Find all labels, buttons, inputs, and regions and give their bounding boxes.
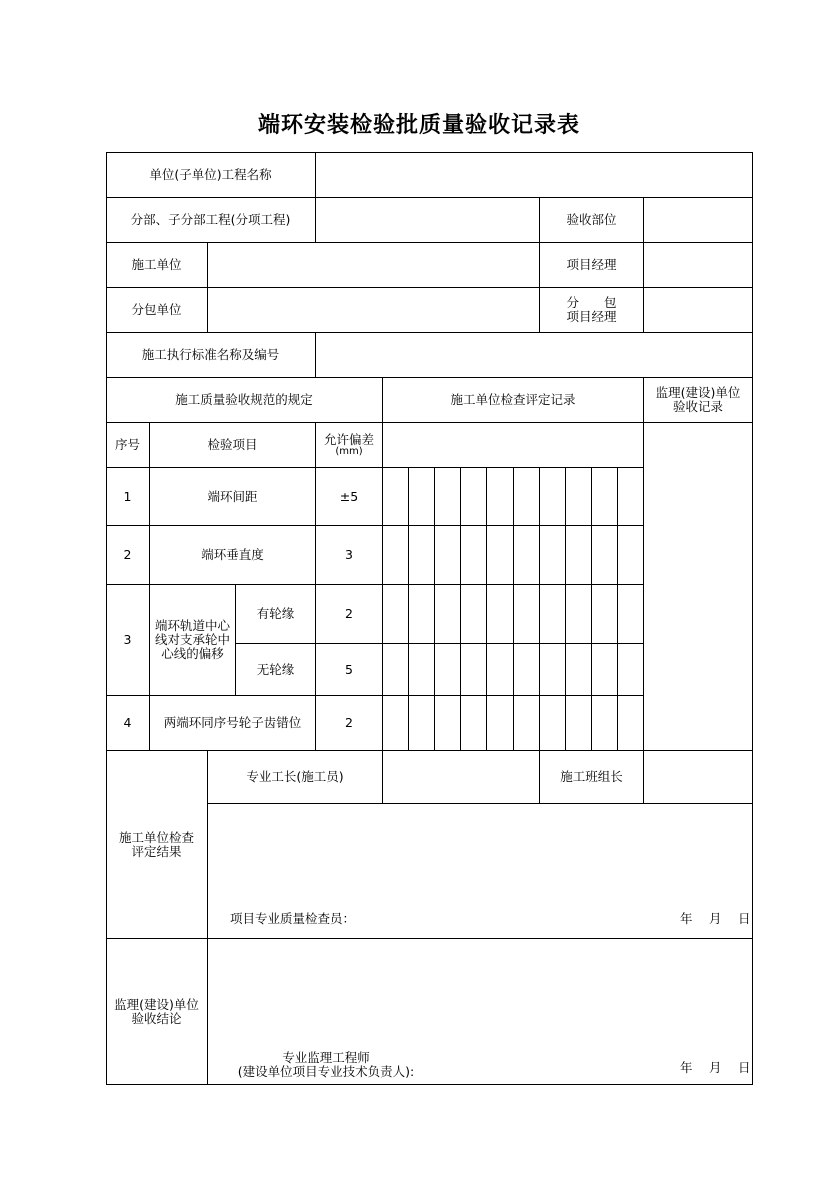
inspector-label: 项目专业质量检查员：	[230, 911, 356, 926]
measurement-cell[interactable]	[487, 585, 514, 644]
supervision-engineer-line1: 专业监理工程师	[282, 1050, 370, 1065]
measurement-cell[interactable]	[487, 526, 514, 585]
measurement-cell[interactable]	[487, 696, 514, 751]
measurement-cell[interactable]	[409, 585, 435, 644]
measurement-cell[interactable]	[409, 468, 435, 526]
measurement-cell[interactable]	[618, 696, 644, 751]
form-title: 端环安装检验批质量验收记录表	[257, 113, 580, 138]
check-record-blank[interactable]	[383, 423, 644, 468]
item-2-measurements	[383, 526, 644, 585]
team-leader-field[interactable]	[644, 751, 753, 804]
standard-label: 施工执行标准名称及编号	[106, 333, 316, 378]
measurement-cell[interactable]	[461, 644, 487, 696]
measurement-cell[interactable]	[409, 526, 435, 585]
measurement-cell[interactable]	[540, 585, 566, 644]
col-item-header: 检验项目	[150, 423, 316, 468]
measurement-cell[interactable]	[540, 468, 566, 526]
measurement-cell[interactable]	[566, 468, 592, 526]
supervision-header-line1: 监理(建设)单位	[655, 385, 741, 401]
measurement-cell[interactable]	[592, 644, 618, 696]
measurement-cell[interactable]	[383, 468, 409, 526]
measurement-cell[interactable]	[618, 468, 644, 526]
item-1-tolerance: ±5	[316, 468, 383, 526]
measurement-cell[interactable]	[461, 585, 487, 644]
item-3-name: 端环轨道中心线对支承轮中心线的偏移	[150, 585, 236, 696]
measurement-cell[interactable]	[618, 585, 644, 644]
measurement-cell[interactable]	[487, 644, 514, 696]
supervision-conclusion-label-line2: 验收结论	[131, 1010, 182, 1026]
standard-field[interactable]	[316, 333, 753, 378]
measurement-cell[interactable]	[409, 696, 435, 751]
supervision-conclusion-label	[106, 939, 208, 1085]
team-leader-label: 施工班组长	[540, 751, 644, 804]
item-3a-name: 有轮缘	[236, 585, 316, 644]
foreman-field[interactable]	[383, 751, 540, 804]
construction-unit-field[interactable]	[208, 243, 540, 288]
acceptance-part-label: 验收部位	[540, 198, 644, 243]
subcontract-unit-label: 分包单位	[106, 288, 208, 333]
acceptance-form	[106, 152, 753, 1085]
supervision-header-line2: 验收记录	[672, 399, 723, 414]
foreman-label: 专业工长(施工员)	[208, 751, 383, 804]
col-tolerance-line1: 允许偏差	[323, 431, 374, 447]
supervision-date-label: 年 月 日	[680, 1060, 753, 1075]
item-4-seq: 4	[106, 696, 150, 751]
construction-result-label-line1: 施工单位检查	[118, 829, 194, 845]
col-tolerance-header	[316, 423, 383, 468]
acceptance-part-field[interactable]	[644, 198, 753, 243]
item-1-seq: 1	[106, 468, 150, 526]
measurement-cell[interactable]	[435, 644, 461, 696]
measurement-cell[interactable]	[566, 585, 592, 644]
supervision-engineer-label	[226, 1051, 426, 1080]
construction-result-label	[106, 751, 208, 939]
item-1-name: 端环间距	[150, 468, 316, 526]
item-2-tolerance: 3	[316, 526, 383, 585]
item-1-measurements	[383, 468, 644, 526]
project-manager-label: 项目经理	[540, 243, 644, 288]
measurement-cell[interactable]	[409, 644, 435, 696]
measurement-cell[interactable]	[618, 644, 644, 696]
subcontract-manager-label-line1: 分 包	[566, 295, 617, 311]
supervision-engineer-line2: (建设单位项目专业技术负责人):	[237, 1064, 415, 1080]
measurement-cell[interactable]	[435, 526, 461, 585]
measurement-cell[interactable]	[592, 696, 618, 751]
measurement-cell[interactable]	[592, 468, 618, 526]
item-4-name: 两端环同序号轮子齿错位	[150, 696, 316, 751]
item-3b-name: 无轮缘	[236, 644, 316, 696]
item-3-seq: 3	[106, 585, 150, 696]
measurement-cell[interactable]	[435, 696, 461, 751]
construction-result-label-line2: 评定结果	[131, 843, 182, 859]
measurement-cell[interactable]	[383, 585, 409, 644]
measurement-cell[interactable]	[514, 644, 540, 696]
measurement-cell[interactable]	[461, 696, 487, 751]
subcontract-manager-label-line2: 项目经理	[566, 309, 617, 324]
spec-header: 施工质量验收规范的规定	[106, 378, 383, 423]
supervision-record-field[interactable]	[644, 423, 753, 751]
item-3b-tolerance: 5	[316, 644, 383, 696]
supervision-header	[644, 378, 753, 423]
col-tolerance-line2: (mm)	[335, 446, 363, 458]
measurement-cell[interactable]	[383, 696, 409, 751]
measurement-cell[interactable]	[540, 644, 566, 696]
measurement-cell[interactable]	[566, 644, 592, 696]
measurement-cell[interactable]	[514, 585, 540, 644]
item-3a-measurements	[383, 585, 644, 644]
measurement-cell[interactable]	[566, 526, 592, 585]
sub-project-label: 分部、子分部工程(分项工程)	[106, 198, 316, 243]
subcontract-unit-field[interactable]	[208, 288, 540, 333]
measurement-cell[interactable]	[540, 526, 566, 585]
measurement-cell[interactable]	[383, 644, 409, 696]
construction-unit-label: 施工单位	[106, 243, 208, 288]
measurement-cell[interactable]	[566, 696, 592, 751]
measurement-cell[interactable]	[592, 526, 618, 585]
measurement-cell[interactable]	[383, 526, 409, 585]
construction-date-label: 年 月 日	[680, 911, 753, 926]
measurement-cell[interactable]	[618, 526, 644, 585]
item-3a-tolerance: 2	[316, 585, 383, 644]
measurement-cell[interactable]	[461, 468, 487, 526]
project-manager-field[interactable]	[644, 243, 753, 288]
measurement-cell[interactable]	[514, 526, 540, 585]
item-3b-measurements	[383, 644, 644, 696]
subcontract-manager-field[interactable]	[644, 288, 753, 333]
measurement-cell[interactable]	[435, 468, 461, 526]
measurement-cell[interactable]	[514, 696, 540, 751]
unit-project-label: 单位(子单位)工程名称	[106, 152, 316, 198]
item-2-name: 端环垂直度	[150, 526, 316, 585]
check-record-header: 施工单位检查评定记录	[383, 378, 644, 423]
measurement-cell[interactable]	[592, 585, 618, 644]
item-2-seq: 2	[106, 526, 150, 585]
measurement-cell[interactable]	[435, 585, 461, 644]
measurement-cell[interactable]	[487, 468, 514, 526]
item-4-tolerance: 2	[316, 696, 383, 751]
supervision-conclusion-label-line1: 监理(建设)单位	[114, 996, 199, 1012]
sub-project-field[interactable]	[316, 198, 540, 243]
measurement-cell[interactable]	[540, 696, 566, 751]
measurement-cell[interactable]	[461, 526, 487, 585]
item-4-measurements	[383, 696, 644, 751]
subcontract-manager-label	[540, 288, 644, 333]
measurement-cell[interactable]	[514, 468, 540, 526]
unit-project-field[interactable]	[316, 152, 753, 198]
col-seq-header: 序号	[106, 423, 150, 468]
